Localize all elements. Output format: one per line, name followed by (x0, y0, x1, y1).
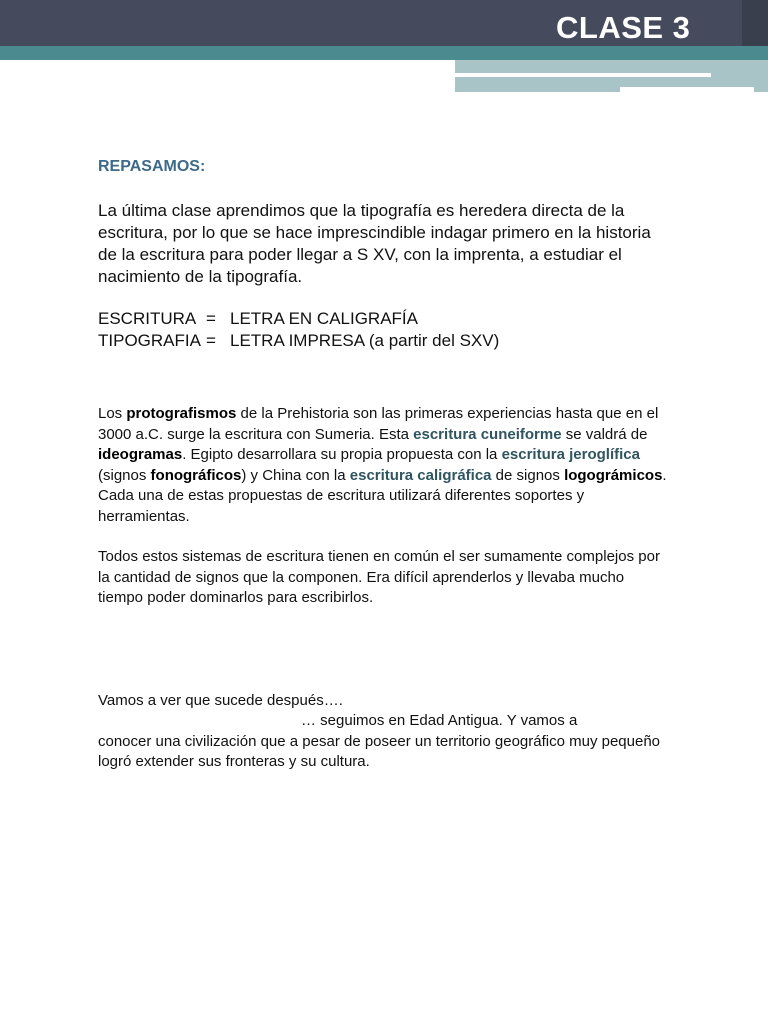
slide-title: CLASE 3 (556, 10, 691, 45)
equation-definition: LETRA IMPRESA (a partir del SXV) (230, 331, 500, 350)
equation-list (98, 308, 668, 352)
history-paragraph (98, 404, 668, 527)
keyword-escritura-jeroglifica: escritura jeroglífica (501, 446, 640, 463)
text-run: ) y China con la (241, 466, 350, 484)
keyword-escritura-cuneiforme: escritura cuneiforme (413, 425, 562, 443)
equals-sign: = (206, 309, 216, 328)
closing-line: … seguimos en Edad Antigua. Y vamos a (301, 712, 578, 729)
section-heading: REPASAMOS: (98, 158, 206, 175)
text-run: de la Prehistoria son las primeras experiencias hasta que en el 3000 a.C. surge la escritura con Sumeria. Esta (98, 405, 659, 443)
closing-line: Vamos a ver que sucede después…. (98, 691, 343, 709)
equation-definition: LETRA EN CALIGRAFÍA (230, 309, 418, 328)
intro-paragraph: La última clase aprendimos que la tipografía es heredera directa de la escritura, por lo que se hace imprescindible indagar primero en la historia de la escritura para poder llegar a S XV, con la imprenta, a estudiar el nacimiento de la tipografía. (98, 201, 651, 286)
closing-text (98, 691, 668, 773)
equation-row (98, 330, 668, 352)
slide-content (98, 154, 668, 773)
equation-row (98, 308, 668, 330)
equals-sign: = (206, 331, 216, 350)
header-accent-strip (742, 0, 768, 46)
header-divider-line (620, 87, 754, 92)
keyword-protografismos: protografismos (126, 405, 237, 422)
equation-term: ESCRITURA (98, 309, 197, 328)
complexity-paragraph: Todos estos sistemas de escritura tienen en común el ser sumamente complejos por la cantidad de signos que la componen. Era difícil aprenderlos y llevaba mucho tiempo poder dominarlos para escribirlos. (98, 548, 660, 606)
keyword-ideogramas: ideogramas (98, 446, 183, 463)
equation-term: TIPOGRAFIA (98, 331, 201, 350)
closing-line: conocer una civilización que a pesar de poseer un territorio geográfico muy pequeño logró extender sus fronteras y su cultura. (98, 732, 661, 770)
header-teal-band (0, 46, 768, 60)
keyword-fonograficos: fonográficos (150, 466, 242, 484)
text-run: se valdrá de (561, 425, 648, 443)
keyword-escritura-caligrafica: escritura caligráfica (349, 466, 492, 484)
text-run: Los (98, 405, 127, 422)
text-run: de signos (491, 466, 565, 484)
header-divider-line (455, 73, 711, 77)
text-run: . Egipto desarrollara su propia propuesta con la (182, 446, 502, 463)
text-run: (signos (98, 466, 151, 484)
keyword-logogramicos: logográmicos (564, 466, 663, 484)
text-run: . Cada una de estas propuestas de escritura utilizará diferentes soportes y herramientas. (98, 466, 667, 525)
